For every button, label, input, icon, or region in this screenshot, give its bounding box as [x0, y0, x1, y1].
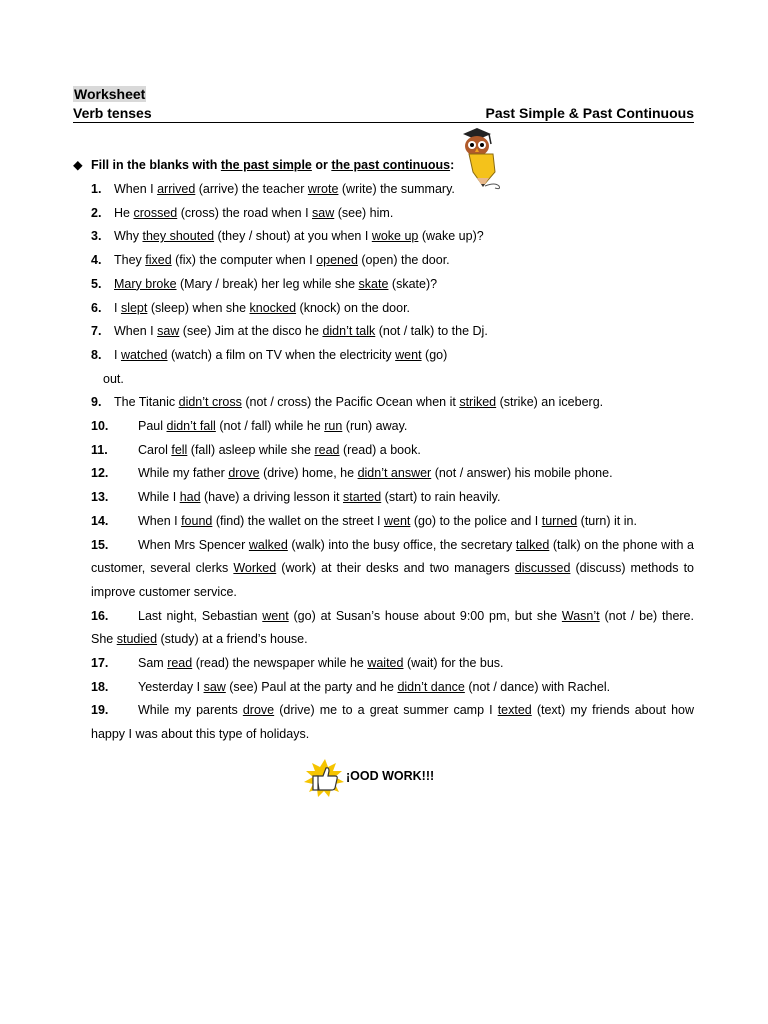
- item-number: 5.: [91, 276, 102, 291]
- worksheet-title: Worksheet: [74, 86, 146, 102]
- prompt-text: (skate)?: [388, 276, 438, 291]
- list-item: [91, 510, 694, 534]
- list-item: [91, 439, 694, 463]
- prompt-text: (cross) the road when I: [177, 205, 313, 220]
- item-number: 15.: [91, 537, 109, 552]
- answer-text: drove: [228, 466, 260, 481]
- item-number: 4.: [91, 253, 102, 268]
- prompt-text: (text) my friends about how happy I was about this type of holidays.: [91, 703, 695, 742]
- list-item: [91, 178, 694, 202]
- prompt-text: (go) at Susan’s house about 9:00 pm, but she: [288, 608, 562, 623]
- prompt-text: (walk) into the busy office, the secretary: [287, 537, 516, 552]
- prompt-text: I: [114, 300, 121, 315]
- answer-text: opened: [316, 253, 358, 268]
- item-number: 13.: [91, 490, 109, 505]
- answer-text: didn’t dance: [397, 679, 465, 694]
- item-number: 19.: [91, 703, 109, 718]
- answer-text: wrote: [307, 182, 339, 196]
- answer-text: fell: [171, 442, 188, 457]
- answer-text: knocked: [249, 300, 297, 315]
- prompt-text: (sleep) when she: [147, 300, 250, 315]
- list-item: [91, 297, 694, 321]
- answer-text: read: [314, 442, 340, 457]
- prompt-text: (see) Jim at the disco he: [179, 324, 323, 339]
- list-item: [91, 225, 694, 249]
- prompt-text: (talk) on the phone with a customer, several clerks: [91, 537, 694, 576]
- prompt-text: (see) Paul at the party and he: [225, 679, 398, 694]
- prompt-text: (study) at a friend’s house.: [157, 632, 308, 647]
- prompt-text: (Mary / break) her leg while she: [176, 276, 359, 291]
- answer-text: texted: [497, 703, 532, 718]
- answer-text: walked: [248, 537, 288, 552]
- prompt-text: (watch) a film on TV when the electricity: [167, 347, 396, 362]
- prompt-text: Why: [114, 229, 143, 244]
- answer-text: studied: [116, 632, 158, 647]
- answer-text: they shouted: [142, 229, 215, 244]
- answer-text: started: [342, 490, 382, 505]
- answer-text: saw: [203, 679, 226, 694]
- prompt-text: (discuss) methods to improve customer service.: [91, 561, 695, 599]
- prompt-text: (not / be) there. She: [91, 608, 694, 647]
- list-item: [91, 391, 694, 415]
- prompt-text: Last night, Sebastian: [138, 608, 263, 623]
- prompt-text: (have) a driving lesson it: [200, 490, 343, 505]
- list-item: [91, 486, 694, 510]
- good-work-banner: [303, 758, 443, 798]
- list-item: [91, 699, 694, 746]
- item-number: 1.: [91, 182, 102, 196]
- prompt-text: (not / cross) the Pacific Ocean when it: [241, 395, 460, 410]
- prompt-text: (read) a book.: [339, 442, 421, 457]
- answer-text: discussed: [514, 561, 571, 576]
- answer-text: didn’t fall: [166, 419, 216, 434]
- prompt-text: (read) the newspaper while he: [192, 656, 368, 671]
- prompt-text: (not / fall) while he: [215, 419, 325, 434]
- item-number: 3.: [91, 229, 102, 244]
- prompt-text: (see) him.: [334, 205, 394, 220]
- list-item: [91, 344, 694, 368]
- answer-text: Wasn’t: [561, 608, 600, 623]
- prompt-text: While my parents: [138, 703, 243, 718]
- prompt-text: When Mrs Spencer: [138, 537, 249, 552]
- prompt-text: When I: [138, 513, 182, 528]
- prompt-text: Carol: [138, 442, 172, 457]
- item-number: 9.: [91, 395, 102, 410]
- prompt-text: I: [114, 347, 121, 362]
- prompt-text: (open) the door.: [357, 253, 450, 268]
- prompt-text: (start) to rain heavily.: [381, 490, 501, 505]
- item-number: 10.: [91, 419, 109, 434]
- prompt-text: (wake up)?: [418, 229, 484, 244]
- prompt-text: (go): [421, 347, 448, 362]
- list-item: [91, 605, 694, 652]
- answer-text: didn’t talk: [322, 324, 376, 339]
- prompt-text: (they / shout) at you when I: [214, 229, 372, 244]
- item-number: 12.: [91, 466, 109, 481]
- item-number: 2.: [91, 205, 102, 220]
- prompt-text: (drive) me to a great summer camp I: [274, 703, 498, 718]
- prompt-text: (arrive) the teacher: [195, 182, 308, 196]
- prompt-text: (find) the wallet on the street I: [212, 513, 384, 528]
- item-number: 16.: [91, 608, 109, 623]
- answer-text: waited: [367, 656, 404, 671]
- answer-text: crossed: [133, 205, 178, 220]
- prompt-text: Sam: [138, 656, 168, 671]
- item-number: 17.: [91, 656, 109, 671]
- item-number: 11.: [91, 442, 108, 457]
- answer-text: didn’t cross: [178, 395, 242, 410]
- list-item: [91, 368, 694, 392]
- prompt-text: out.: [103, 371, 124, 386]
- list-item: [91, 652, 694, 676]
- answer-text: woke up: [371, 229, 419, 244]
- prompt-text: Paul: [138, 419, 167, 434]
- answer-text: arrived: [157, 182, 196, 196]
- prompt-text: When I: [114, 182, 158, 196]
- diamond-bullet-icon: ◆: [73, 158, 83, 172]
- answer-text: read: [167, 656, 193, 671]
- header-subject: Verb tenses: [73, 105, 152, 121]
- prompt-text: (not / talk) to the Dj.: [375, 324, 488, 339]
- answer-text: had: [179, 490, 201, 505]
- answer-text: run: [324, 419, 343, 434]
- answer-text: fixed: [145, 253, 172, 268]
- good-work-text: ¡OOD WORK!!!: [346, 769, 435, 783]
- answer-text: went: [395, 347, 422, 362]
- answer-text: skate: [358, 276, 389, 291]
- prompt-text: (not / dance) with Rachel.: [464, 679, 611, 694]
- answer-text: didn’t answer: [357, 466, 432, 481]
- answer-text: Mary broke: [114, 276, 177, 291]
- prompt-text: (drive) home, he: [259, 466, 358, 481]
- item-number: 7.: [91, 324, 102, 339]
- prompt-text: They: [114, 253, 146, 268]
- prompt-text: (strike) an iceberg.: [496, 395, 604, 410]
- prompt-text: (turn) it in.: [577, 513, 637, 528]
- answer-text: went: [262, 608, 289, 623]
- prompt-text: (not / answer) his mobile phone.: [431, 466, 613, 481]
- prompt-text: (knock) on the door.: [296, 300, 411, 315]
- answer-text: turned: [541, 513, 578, 528]
- list-item: [91, 676, 694, 700]
- answer-text: watched: [120, 347, 168, 362]
- header-row: [73, 105, 694, 123]
- answer-text: found: [181, 513, 213, 528]
- prompt-text: He: [114, 205, 134, 220]
- prompt-text: While I: [138, 490, 180, 505]
- answer-text: striked: [459, 395, 497, 410]
- prompt-text: (write) the summary.: [338, 182, 455, 196]
- list-item: [91, 273, 694, 297]
- answer-text: Worked: [233, 561, 277, 576]
- list-item: [91, 415, 694, 439]
- prompt-text: (fall) asleep while she: [187, 442, 315, 457]
- instructions: ◆ Fill in the blanks with the past simple or the past continuous:: [73, 158, 455, 172]
- header-topic: Past Simple & Past Continuous: [485, 105, 694, 121]
- prompt-text: (go) to the police and I: [410, 513, 542, 528]
- list-item: [91, 462, 694, 486]
- list-item: [91, 534, 694, 605]
- thumbs-up-icon: [303, 758, 347, 798]
- prompt-text: (fix) the computer when I: [171, 253, 317, 268]
- answer-text: went: [383, 513, 411, 528]
- prompt-text: (work) at their desks and two managers: [276, 561, 515, 576]
- exercise-list: [91, 178, 694, 747]
- answer-text: slept: [120, 300, 148, 315]
- prompt-text: The Titanic: [114, 395, 179, 410]
- item-number: 18.: [91, 679, 109, 694]
- item-number: 8.: [91, 347, 102, 362]
- item-number: 6.: [91, 300, 102, 315]
- prompt-text: When I: [114, 324, 158, 339]
- prompt-text: Yesterday I: [138, 679, 204, 694]
- item-number: 14.: [91, 513, 109, 528]
- answer-text: talked: [515, 537, 550, 552]
- prompt-text: (run) away.: [342, 419, 408, 434]
- prompt-text: (wait) for the bus.: [403, 656, 504, 671]
- answer-text: saw: [157, 324, 180, 339]
- list-item: [91, 320, 694, 344]
- answer-text: saw: [312, 205, 335, 220]
- list-item: [91, 202, 694, 226]
- list-item: [91, 249, 694, 273]
- answer-text: drove: [242, 703, 275, 718]
- prompt-text: While my father: [138, 466, 229, 481]
